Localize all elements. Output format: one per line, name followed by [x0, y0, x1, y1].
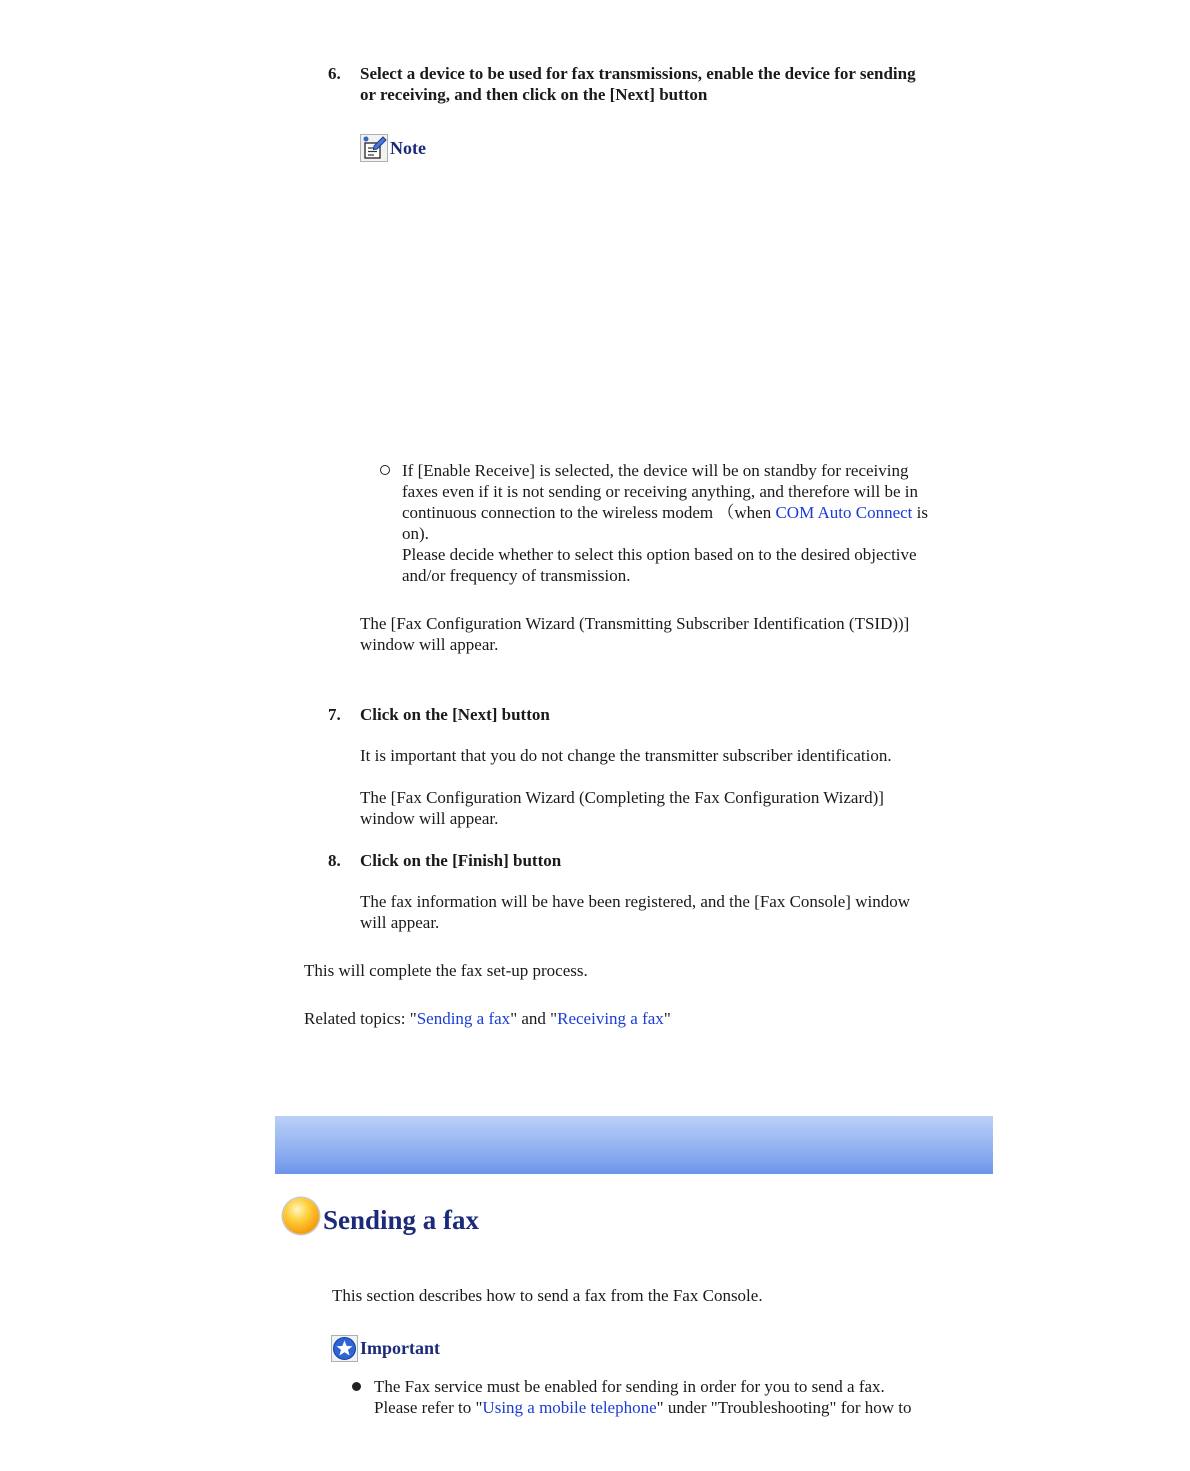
using-a-mobile-telephone-link[interactable]: Using a mobile telephone — [482, 1398, 657, 1417]
related-topics — [304, 1008, 671, 1029]
related-middle: " and " — [510, 1009, 558, 1028]
important-heading — [331, 1333, 440, 1363]
note-label: Note — [390, 137, 426, 158]
related-suffix: " — [663, 1009, 671, 1028]
step-6-result-line-1: The [Fax Configuration Wizard (Transmitting Subscriber Identification (TSID))] — [360, 614, 910, 633]
important-label: Important — [360, 1337, 440, 1358]
step-8-para-line-2: will appear. — [360, 913, 440, 932]
related-prefix: Related topics: " — [304, 1009, 417, 1028]
step-7-para-1: It is important that you do not change the transmitter subscriber identification. — [360, 746, 892, 765]
receiving-a-fax-link[interactable]: Receiving a fax — [557, 1009, 664, 1028]
step-8-para-line-1: The fax information will be have been registered, and the [Fax Console] window — [360, 892, 910, 911]
note-bullet-line-4: on). — [402, 524, 429, 543]
section-orb-icon — [283, 1198, 319, 1234]
step-6-number: 6. — [328, 64, 341, 83]
important-bullet-line-2-end: " under "Troubleshooting" for how to — [656, 1398, 912, 1417]
step-6-line-1: Select a device to be used for fax transmissions, enable the device for sending — [360, 64, 916, 83]
bullet-dot-icon — [352, 1382, 361, 1391]
note-bullet-line-6: and/or frequency of transmission. — [402, 566, 631, 585]
section-title: Sending a fax — [323, 1205, 480, 1235]
step-8-text: Click on the [Finish] button — [360, 851, 562, 870]
step-8-number: 8. — [328, 851, 341, 870]
note-bullet-line-1: If [Enable Receive] is selected, the device will be on standby for receiving — [402, 461, 909, 480]
step-7-number: 7. — [328, 705, 341, 724]
important-star-icon — [331, 1335, 358, 1362]
note-bullet-line-3-end: is — [912, 503, 928, 522]
completion-text: This will complete the fax set-up process. — [304, 961, 588, 980]
note-heading — [360, 133, 426, 163]
section-banner — [275, 1116, 993, 1174]
step-6-line-2: or receiving, and then click on the [Next] button — [360, 85, 708, 104]
important-bullet-line-1: The Fax service must be enabled for sending in order for you to send a fax. — [374, 1377, 885, 1396]
important-bullet-line-2-start: Please refer to " — [374, 1398, 483, 1417]
note-bullet-line-5: Please decide whether to select this option based on to the desired objective — [402, 545, 917, 564]
bullet-circle-icon — [380, 465, 390, 475]
step-7-para-2-line-2: window will appear. — [360, 809, 499, 828]
step-7-text: Click on the [Next] button — [360, 705, 550, 724]
note-bullet-line-2: faxes even if it is not sending or receiving anything, and therefore will be in — [402, 482, 918, 501]
note-bullet-line-3-text: continuous connection to the wireless modem （when — [402, 503, 776, 522]
com-auto-connect-link[interactable]: COM Auto Connect — [775, 503, 913, 522]
section-intro: This section describes how to send a fax from the Fax Console. — [332, 1286, 763, 1305]
step-7-para-2-line-1: The [Fax Configuration Wizard (Completing the Fax Configuration Wizard)] — [360, 788, 884, 807]
step-6-result-line-2: window will appear. — [360, 635, 499, 654]
sending-a-fax-link[interactable]: Sending a fax — [416, 1009, 511, 1028]
note-bullet-line-3 — [402, 502, 928, 523]
important-bullet-line-2 — [374, 1397, 912, 1418]
note-pencil-icon — [360, 134, 388, 162]
